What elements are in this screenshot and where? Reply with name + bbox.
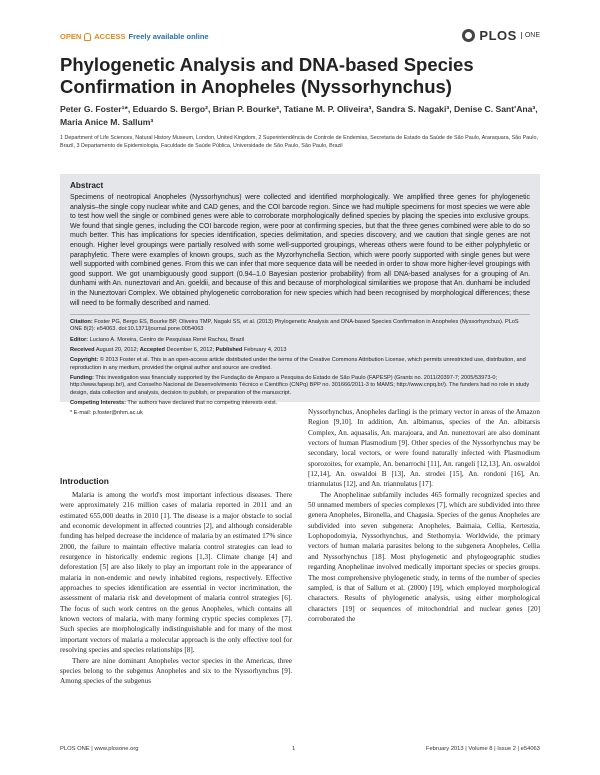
affiliations: 1 Department of Life Sciences, Natural History Museum, London, United Kingdom, 2 Superintendência de Controle de Endemias, Secretaria de Estado da Saúde de São Paulo, Araraquara, São Paulo, Brazil, 3 Departamento de Epidemiologia, Faculdade de Saúde Pública, Universidade de São Paulo, São Paulo, Brazil <box>60 135 538 149</box>
right-column <box>308 407 540 624</box>
footer-issue-info: February 2013 | Volume 8 | Issue 2 | e54063 <box>425 746 540 752</box>
open-access-badge[interactable] <box>60 32 209 41</box>
dates-line <box>70 347 530 354</box>
competing-interests-line <box>70 400 530 407</box>
footer-journal-url[interactable]: PLOS ONE | www.plosone.org <box>60 746 139 752</box>
author-list: Peter G. Foster¹*, Eduardo S. Bergo², Brian P. Bourke³, Tatiane M. P. Oliveira³, Sandra S. Nagaki³, Denise C. Sant'Ana³, Maria Anice M. Sallum³ <box>60 104 538 127</box>
plos-logo-icon <box>462 29 475 42</box>
page-number: 1 <box>292 746 296 752</box>
funding-text: This investigation was financially supported by the Fundação de Amparo a Pesquisa do Estado de São Paulo (FAPESP) (Grants no. 2011/20397-7; 2005/53973-0; http://www.fapesp.br/), and Conselho Nacional de Desenvolvimento Técnico e Científico (CNPq) BPP no. 301666/2011-3 to MAMS; http://www.cnpq.br/). The funders had no role in study design, data collection and analysis, decision to publish, or preparation of the manuscript. <box>70 374 530 396</box>
email-line[interactable]: * E-mail: p.foster@nhm.ac.uk <box>70 410 143 417</box>
copyright-text: © 2013 Foster et al. This is an open-access article distributed under the terms of the Creative Commons Attribution License, which permits unrestricted use, distribution, and reproduction in any medium, provided the original author and source are credited. <box>70 357 526 371</box>
received-date: August 20, 2012; <box>95 347 139 354</box>
article-title: Phylogenetic Analysis and DNA-based Species Confirmation in Anopheles (Nyssorhynchus) <box>60 54 474 97</box>
body-paragraph: The Anophelinae subfamily includes 465 formally recognized species and 50 unnamed members of species complexes [7], which are subdivided into three genera Anopheles, Bironella, and Chagasia. Species of the genus Anopheles are subdivided into seven subgenera: Anopheles, Baimaia, Cellia, Kerteszia, Lophopodomyia, Nyssorhynchus, and Stethomyia. Worldwide, the primary vectors of human malaria parasites belong to the subgenera Anopheles, Cellia and Nyssorhynchus [18]. Most phylogenetic and phylogeographic studies regarding Anophelinae involved medically important species or species groups. The most comprehensive phylogenetic study, in terms of the number of species sampled, is that of Sallum et al. (2000) [19], which employed morphological characters. Results of phylogenetic analysis, using either morphological characters [19] or sequences of mitochondrial and nuclear genes [20] corroborated the <box>308 490 540 623</box>
accepted-label: Accepted <box>139 347 165 354</box>
introduction-heading: Introduction <box>60 476 109 486</box>
copyright-line <box>70 357 530 372</box>
abstract-heading: Abstract <box>70 181 104 190</box>
free-available-label: Freely available online <box>128 32 209 41</box>
funding-label: Funding: <box>70 374 94 381</box>
published-date: February 4, 2013 <box>243 347 287 354</box>
one-wordmark: ONE <box>521 32 540 39</box>
left-column <box>60 490 292 687</box>
competing-label: Competing Interests: <box>70 399 126 406</box>
editor-line <box>70 337 530 344</box>
editor-text: Luciano A. Moreira, Centro de Pesquisas René Rachou, Brazil <box>89 336 245 343</box>
open-label: OPEN <box>60 32 82 41</box>
journal-header <box>60 30 540 52</box>
article-metadata <box>70 314 530 417</box>
body-paragraph: Nyssorhynchus, Anopheles darlingi is the primary vector in areas of the Amazon Region [9,10]. In addition, An. albimanus, species of the An. albitarsis Complex, An. aquasalis, An. marajoara, and An. nuneztovari are also dominant vectors of human Plasmodium [9]. Other species of the Nyssorhynchus may be secondary, local vectors, or were found naturally infected with Plasmodium sporozoites, for example, An. benarrochi [11], An. rangeli [12,13], An. oswaldoi [12,14], An. oswaldoi B [13], An. strodei [15], An. rondoni [16], An. triannulatus [12], and An. triannulatus [17]. <box>308 408 540 489</box>
plos-wordmark: PLOS <box>479 28 517 43</box>
abstract-box <box>60 174 540 417</box>
competing-text: The authors have declared that no competing interests exist. <box>127 399 278 406</box>
editor-label: Editor: <box>70 336 89 343</box>
citation-label: Citation: <box>70 319 93 326</box>
abstract-text: Specimens of neotropical Anopheles (Nyssorhynchus) were collected and identified morphologically. We amplified three genes for phylogenetic analysis–the single copy nuclear white and CAD genes, and the COI barcode region. Since we had multiple specimens for most species we were able to test how well the single or combined genes were able to corroborate morphologically defined species by placing the species into exclusive groups. We found that single genes, including the COI barcode region, were poor at confirming species, but that the three genes combined were able to do so much better. This has implications for species identification, species delimitation, and species discovery, and we caution that single genes are not enough. Higher level groupings were partially resolved with some well-supported groupings, whereas others were found to be either polyphyletic or paraphyletic. There were examples of known groups, such as the Myzorhynchella Section, which were poorly supported with single genes but were well supported with combined genes. From this we can infer that more sequence data will be needed in order to show more higher-level groupings with good support. We got unambiguously good support (0.94–1.0 Bayesian posterior probability) from all DNA-based analyses for a grouping of An. dunhami with An. nuneztovari and An. goeldii, and because of this and because of morphological similarities we propose that An. dunhami be included in the Nuneztovari Complex. We obtained phylogenetic corroboration for new species which had been recognised by morphological differences; these will need to be formally described and named. <box>70 194 530 307</box>
citation-text: Foster PG, Bergo ES, Bourke BP, Oliveira TMP, Nagaki SS, et al. (2013) Phylogenetic Analysis and DNA-based Species Confirmation in Anopheles (Nyssorhynchus). PLoS ONE 8(2): e54063. doi:10.1371/journal.pone.0054063 <box>70 319 519 333</box>
received-label: Received <box>70 347 95 354</box>
published-label: Published <box>215 347 243 354</box>
access-label: ACCESS <box>94 32 126 41</box>
accepted-date: December 6, 2012; <box>166 347 215 354</box>
open-lock-icon <box>84 33 91 41</box>
plos-one-logo[interactable] <box>462 28 540 43</box>
citation-line <box>70 319 530 334</box>
copyright-label: Copyright: <box>70 357 99 364</box>
body-paragraph: There are nine dominant Anopheles vector species in the Americas, three species belong to the subgenus Anopheles and six to the Nyssorhynchus [9]. Among species of the subgenus <box>60 656 292 686</box>
body-paragraph: Malaria is among the world's most important infectious diseases. There were approximately 216 million cases of malaria reported in 2011 and an estimated 655,000 deaths in 2010 [1]. The disease is a major obstacle to social and economic development in affected countries [2], and although considerable funding has helped decrease the incidence of malaria by an estimated 17% since 2000, the failure to maintain effective malaria control strategies can lead to resurgence in historically endemic regions [1,3]. Climate change [4] and deforestation [5] are also likely to play an important role in the appearance of malaria in non-endemic and newly inhabited regions, respectively. Effective approaches to species identification are essential in vector incrimination, the assessment of malaria risk and development of malaria control strategies [6]. The focus of such work centres on the genus Anopheles, which contains all known vectors of malaria, with many forming cryptic species complexes [7]. Such species are morphologically indistinguishable and for many of the most important vectors of malaria a molecular approach is the only effective tool for resolving species and species relationships [8]. <box>60 491 292 655</box>
funding-line <box>70 375 530 397</box>
